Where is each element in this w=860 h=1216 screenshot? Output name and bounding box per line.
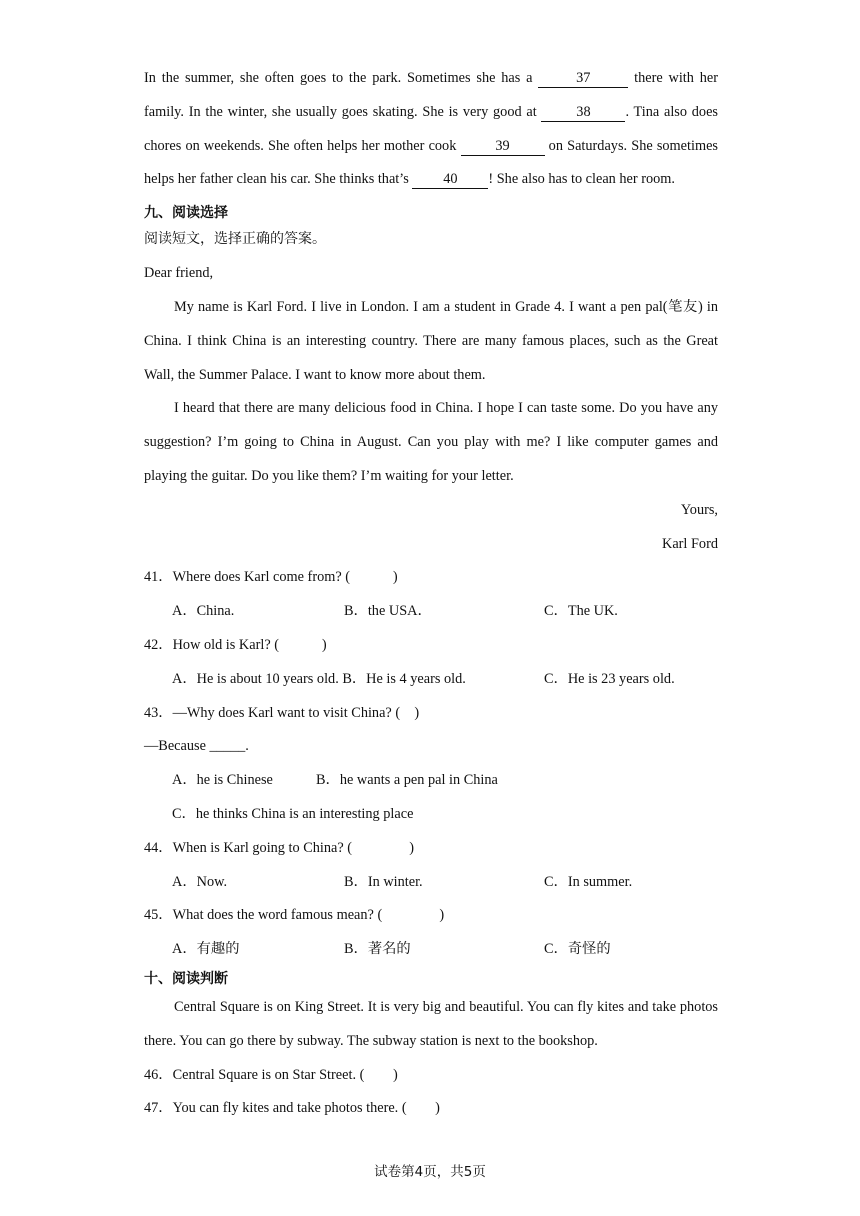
letter-paragraph-1: My name is Karl Ford. I live in London. I am a student in Grade 4. I want a pen pal(笔友) in China. I think China is an interesting country. There are many famous places, such as the Great Wall, the Summer Palace. I want to know more about them. [144, 298, 718, 383]
options-43-row2 [144, 798, 718, 832]
option-c[interactable]: C．In summer. [544, 873, 633, 890]
cloze-text: on Saturdays. She sometimes helps her father clean his car. She thinks that’s [144, 137, 718, 188]
question-41: 41．Where does Karl come from? ( ) [144, 569, 398, 586]
section-9-instruction: 阅读短文，选择正确的答案。 [144, 231, 326, 248]
question-46: 46．Central Square is on Star Street. ( ) [144, 1066, 398, 1083]
options-43 [144, 764, 718, 798]
letter-closing: Yours, [680, 501, 718, 518]
option-b[interactable]: B．In winter. [344, 873, 423, 890]
option-c-text: C．奇怪的 [544, 941, 611, 958]
option-a[interactable]: A．Now. [172, 873, 228, 890]
blank-39: 39 [461, 137, 545, 156]
letter-paragraph-2: I heard that there are many delicious food in China. I hope I can taste some. Do you have any suggestion? I’m going to China in August. Can you play with me? I like computer games and playing the guitar. Do you like them? I’m waiting for your letter. [144, 400, 718, 484]
cloze-text: ! She also has to clean her room. [488, 171, 675, 188]
option-b[interactable]: B．the USA． [344, 603, 432, 620]
option-c[interactable]: C．he thinks China is an interesting place [172, 805, 414, 822]
section-10-paragraph: Central Square is on King Street. It is very big and beautiful. You can fly kites and take photos there. You can go there by subway. The subway station is next to the bookshop. [144, 998, 718, 1049]
option-b-text: B．著名的 [344, 941, 411, 958]
option-a-b[interactable]: A．He is about 10 years old. B．He is 4 years old. [172, 670, 466, 687]
options-42 [144, 663, 718, 697]
letter-greeting: Dear friend, [144, 265, 214, 282]
option-b[interactable]: B．he wants a pen pal in China [316, 772, 498, 789]
option-a[interactable] [172, 933, 240, 967]
letter-signature: Karl Ford [662, 535, 718, 552]
option-a[interactable]: A．China. [172, 603, 235, 620]
question-43-stem2: —Because _____. [144, 738, 249, 755]
options-44 [144, 866, 718, 900]
cloze-text: there with her family. In the winter, she usually goes skating. She is very good at [144, 70, 719, 120]
option-a-text: A．有趣的 [172, 941, 240, 958]
cloze-text: . Tina also does chores on weekends. She often helps her mother cook [144, 103, 718, 154]
question-42: 42．How old is Karl? ( ) [144, 636, 327, 653]
option-a[interactable]: A．he is Chinese [172, 772, 273, 789]
option-c[interactable]: C．He is 23 years old. [544, 670, 675, 687]
question-43: 43．—Why does Karl want to visit China? ( ) [144, 704, 420, 721]
page-footer: 试卷第4页，共5页 [374, 1164, 486, 1180]
question-47: 47．You can fly kites and take photos there. ( ) [144, 1100, 440, 1117]
exam-page [144, 62, 718, 1126]
blank-40: 40 [412, 170, 488, 189]
cloze-paragraph [144, 62, 718, 197]
section-9-title: 九、阅读选择 [144, 205, 228, 222]
option-b[interactable] [344, 933, 411, 967]
question-45: 45．What does the word famous mean? ( ) [144, 907, 445, 924]
section-10-title: 十、阅读判断 [144, 970, 228, 987]
cloze-text: In the summer, she often goes to the park. Sometimes she has a [144, 70, 539, 86]
option-c[interactable] [544, 933, 611, 967]
options-45 [144, 933, 718, 967]
option-c[interactable]: C．The UK. [544, 603, 618, 620]
question-44: 44．When is Karl going to China? ( ) [144, 839, 415, 856]
blank-38: 38 [541, 103, 625, 122]
blank-37: 37 [538, 69, 628, 88]
options-41 [144, 595, 718, 629]
